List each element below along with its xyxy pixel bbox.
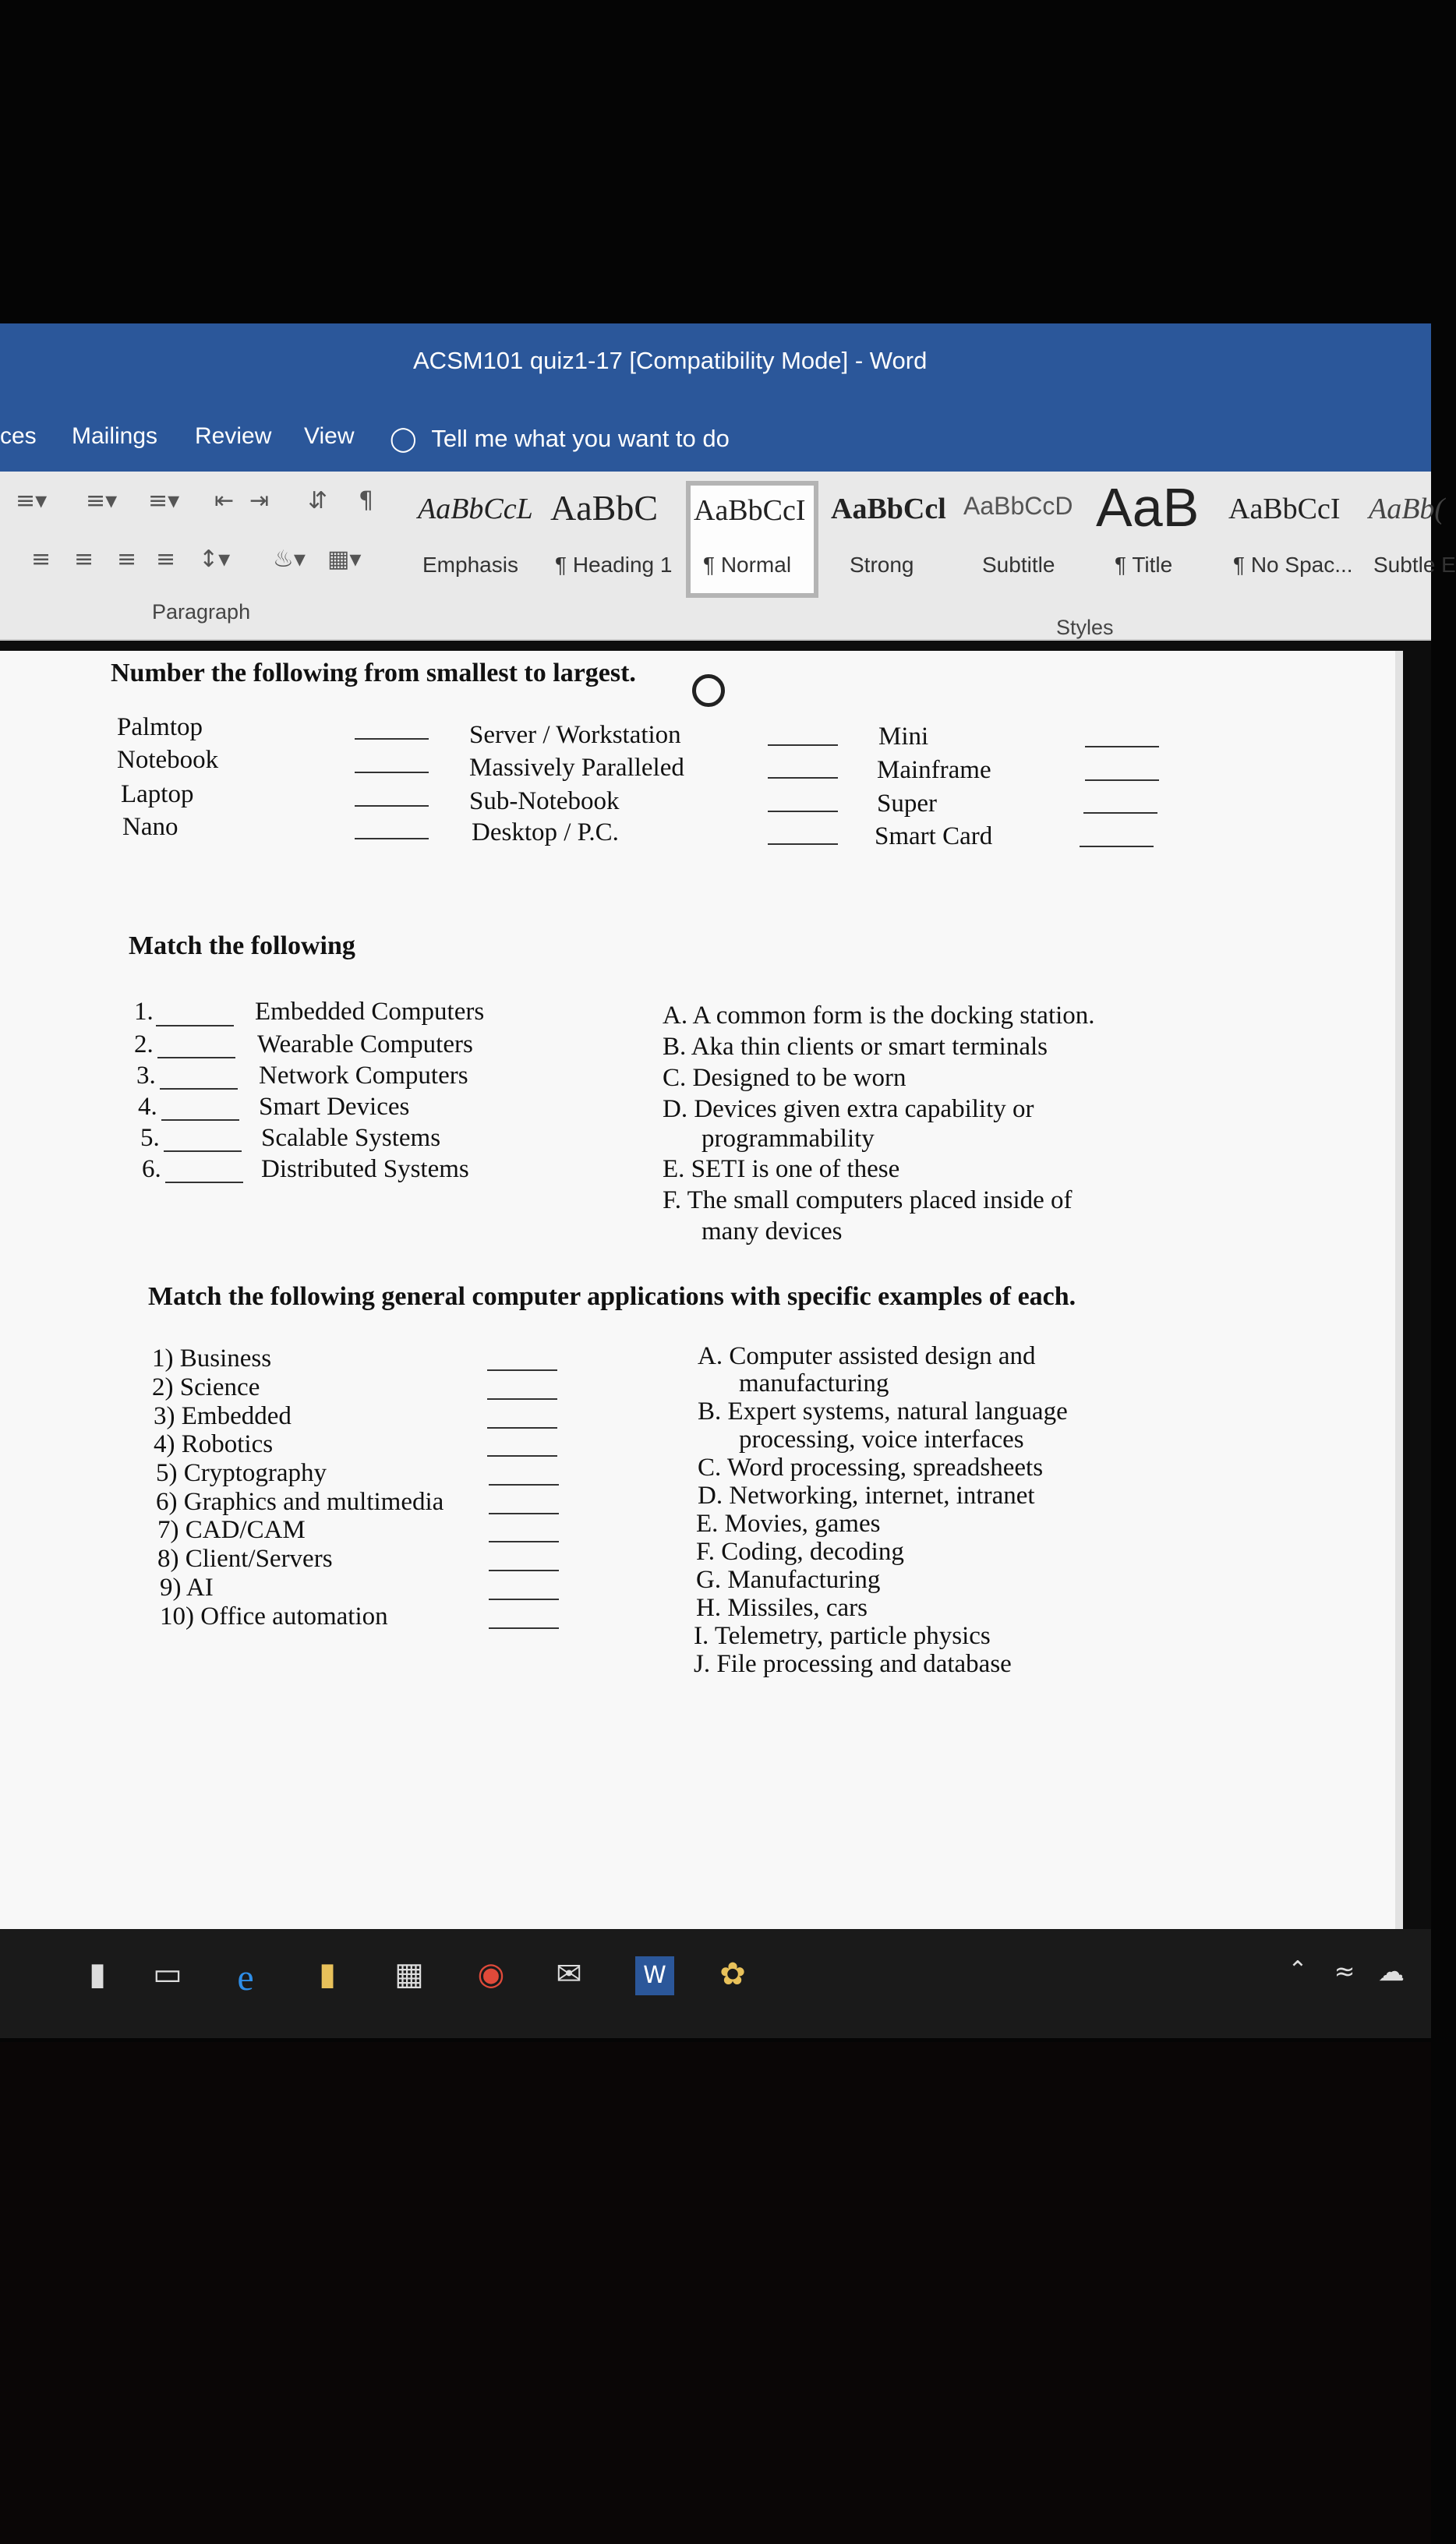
style-name: ¶ Heading 1 [555, 553, 673, 577]
list-item: 4) Robotics [154, 1430, 274, 1458]
answer-blank[interactable] [1085, 779, 1159, 781]
answer-option: I. Telemetry, particle physics [694, 1622, 991, 1650]
list-item: 5) Cryptography [156, 1459, 327, 1487]
answer-blank[interactable] [489, 1484, 559, 1486]
tell-me-text: Tell me what you want to do [431, 425, 730, 452]
style-name: Strong [850, 553, 914, 577]
answer-option: programmability [701, 1125, 875, 1153]
bullets-icon[interactable]: ≡▾ [16, 487, 48, 514]
paragraph-group-label: Paragraph [152, 600, 251, 624]
style-emphasis[interactable] [413, 481, 538, 598]
borders-icon[interactable]: ▦▾ [327, 546, 362, 573]
list-item: Network Computers [259, 1062, 468, 1090]
answer-option: D. Networking, internet, intranet [698, 1482, 1035, 1510]
item-number: 5. [140, 1124, 160, 1152]
answer-option: C. Word processing, spreadsheets [698, 1454, 1044, 1482]
style-name: Subtitle [982, 553, 1055, 577]
document-area [0, 651, 1403, 2030]
style-sample: AaBbCcL [418, 493, 533, 525]
microphone-icon[interactable]: ▮ [88, 1956, 106, 1992]
answer-blank[interactable] [165, 1182, 243, 1183]
answer-blank[interactable] [489, 1627, 559, 1629]
list-item: Embedded Computers [255, 998, 485, 1026]
item-number: 4. [138, 1093, 157, 1121]
list-item: Palmtop [117, 713, 203, 741]
answer-option: A. Computer assisted design and [698, 1342, 1036, 1370]
app-icon[interactable]: ✿ [719, 1956, 746, 1992]
answer-blank[interactable] [355, 772, 429, 773]
mail-icon[interactable]: ✉ [556, 1956, 582, 1992]
answer-blank[interactable] [487, 1455, 557, 1457]
style-sample: AaB [1096, 477, 1200, 538]
answer-blank[interactable] [164, 1150, 242, 1152]
tab-review[interactable]: Review [195, 423, 272, 449]
pilcrow-icon[interactable]: ¶ [359, 487, 374, 514]
style-sample: AaBbCcI [694, 494, 806, 527]
list-item: Sub-Notebook [469, 787, 620, 815]
answer-blank[interactable] [487, 1427, 557, 1429]
answer-blank[interactable] [355, 805, 429, 807]
style-strong[interactable] [826, 481, 951, 598]
answer-blank[interactable] [768, 744, 838, 746]
answer-option: H. Missiles, cars [696, 1594, 868, 1622]
answer-blank[interactable] [1080, 846, 1154, 847]
answer-option: D. Devices given extra capability or [663, 1095, 1034, 1123]
lightbulb-icon: ◯ [390, 425, 417, 453]
list-item: 6) Graphics and multimedia [156, 1488, 444, 1516]
answer-option: E. Movies, games [696, 1510, 881, 1538]
answer-option: A. A common form is the docking station. [663, 1002, 1095, 1030]
style-sample: AaBbC [550, 488, 658, 528]
style-sample: AaBbCcl [831, 493, 946, 525]
file-explorer-icon[interactable]: ▮ [318, 1956, 336, 1992]
list-item: Notebook [117, 746, 219, 774]
increase-indent-icon[interactable]: ⇥ [249, 487, 270, 514]
answer-blank[interactable] [355, 838, 429, 839]
style-normal[interactable] [686, 481, 818, 598]
style-heading-1[interactable] [546, 481, 673, 598]
item-number: 3. [136, 1062, 156, 1090]
section3-heading: Match the following general computer applications with specific examples of each. [148, 1282, 1076, 1311]
answer-blank[interactable] [489, 1599, 559, 1600]
answer-blank[interactable] [487, 1369, 557, 1371]
answer-blank[interactable] [487, 1398, 557, 1400]
list-item: Distributed Systems [261, 1155, 469, 1183]
answer-blank[interactable] [161, 1119, 239, 1121]
tab-view[interactable]: View [304, 423, 355, 449]
answer-blank[interactable] [768, 811, 838, 812]
list-item: Smart Devices [259, 1093, 410, 1121]
keyboard-area [0, 2042, 1431, 2544]
answer-blank[interactable] [489, 1513, 559, 1514]
list-item: 7) CAD/CAM [157, 1516, 306, 1544]
list-item: 3) Embedded [154, 1402, 292, 1430]
style-sample: AaBbCcI [1228, 493, 1341, 525]
list-item: Laptop [121, 780, 194, 808]
answer-option: processing, voice interfaces [739, 1426, 1024, 1454]
list-item: Smart Card [875, 822, 993, 850]
style-sample: AaBbCcD [963, 492, 1073, 520]
list-item: Massively Paralleled [469, 754, 684, 782]
style-name: Subtle E [1373, 553, 1456, 577]
menu-bar [0, 401, 1431, 475]
justify-icon[interactable]: ≡ [156, 546, 176, 573]
answer-blank[interactable] [1083, 812, 1157, 814]
list-item: 2) Science [152, 1373, 260, 1401]
style-name: ¶ Normal [703, 553, 792, 577]
item-number: 2. [134, 1030, 154, 1058]
tab-mailings[interactable]: Mailings [72, 423, 158, 449]
answer-option: B. Expert systems, natural language [698, 1397, 1068, 1426]
answer-blank[interactable] [768, 843, 838, 845]
answer-option: C. Designed to be worn [663, 1064, 906, 1092]
align-right-icon[interactable]: ≡ [117, 546, 137, 573]
list-item: Desktop / P.C. [472, 818, 619, 846]
item-number: 1. [134, 998, 154, 1026]
taskbar [0, 1929, 1431, 2038]
shading-icon[interactable]: ♨▾ [273, 546, 306, 573]
section2-heading: Match the following [129, 931, 355, 960]
answer-blank[interactable] [768, 777, 838, 779]
tab-references[interactable]: ces [0, 423, 37, 449]
style-subtle-emphasis[interactable] [1364, 481, 1456, 598]
list-item: Super [877, 790, 937, 818]
style-name: ¶ Title [1115, 553, 1173, 577]
answer-option: J. File processing and database [694, 1650, 1012, 1678]
chrome-icon[interactable]: ◉ [477, 1956, 505, 1992]
align-left-icon[interactable]: ≡ [31, 546, 51, 573]
tell-me-box[interactable] [390, 425, 730, 453]
answer-blank[interactable] [489, 1570, 559, 1571]
answer-option: F. The small computers placed inside of [663, 1186, 1073, 1214]
answer-blank[interactable] [160, 1088, 238, 1090]
cloud-icon[interactable]: ☁ [1378, 1956, 1405, 1988]
document-page[interactable] [0, 651, 1395, 2030]
answer-option: many devices [701, 1217, 843, 1246]
item-number: 6. [142, 1155, 161, 1183]
answer-option: G. Manufacturing [696, 1566, 881, 1594]
style-name: Emphasis [422, 553, 518, 577]
styles-group-label: Styles [1056, 616, 1114, 639]
edge-icon[interactable]: e [237, 1957, 254, 1998]
answer-blank[interactable] [157, 1057, 235, 1058]
list-item: 10) Office automation [160, 1602, 388, 1631]
answer-blank[interactable] [156, 1025, 234, 1026]
wifi-icon[interactable]: ≈ [1334, 1956, 1355, 1986]
section1-heading: Number the following from smallest to largest. [111, 659, 636, 687]
store-icon[interactable]: ▦ [394, 1956, 424, 1992]
answer-blank[interactable] [355, 738, 429, 740]
style-sample: AaBb( [1369, 493, 1445, 525]
list-item: 9) AI [160, 1574, 214, 1602]
styles-gallery [413, 477, 1456, 598]
style-subtitle[interactable] [959, 481, 1083, 598]
list-item: Server / Workstation [469, 721, 681, 749]
align-center-icon[interactable]: ≡ [74, 546, 94, 573]
list-item: 1) Business [152, 1344, 272, 1373]
answer-blank[interactable] [489, 1541, 559, 1542]
multilevel-list-icon[interactable]: ≡▾ [148, 487, 180, 514]
style-no-spacing[interactable] [1224, 481, 1356, 598]
list-item: Wearable Computers [257, 1030, 473, 1058]
answer-option: manufacturing [739, 1369, 889, 1397]
list-item: Mainframe [877, 756, 991, 784]
word-icon[interactable]: W [635, 1956, 674, 1995]
numbering-icon[interactable]: ≡▾ [86, 487, 118, 514]
style-title[interactable] [1091, 477, 1216, 598]
answer-option: F. Coding, decoding [696, 1538, 904, 1566]
list-item: Mini [878, 723, 929, 751]
chevron-up-icon[interactable]: ⌃ [1288, 1956, 1308, 1984]
answer-option: E. SETI is one of these [663, 1155, 900, 1183]
answer-option: B. Aka thin clients or smart terminals [663, 1033, 1048, 1061]
list-item: Nano [122, 813, 178, 841]
window-title: ACSM101 quiz1-17 [Compatibility Mode] - Word [413, 347, 928, 374]
mouse-cursor-icon [692, 674, 725, 707]
decrease-indent-icon[interactable]: ⇤ [214, 487, 235, 514]
answer-blank[interactable] [1085, 746, 1159, 747]
list-item: Scalable Systems [261, 1124, 441, 1152]
list-item: 8) Client/Servers [157, 1545, 333, 1573]
style-name: ¶ No Spac... [1233, 553, 1353, 577]
monitor-screen [0, 323, 1456, 2038]
line-spacing-icon[interactable]: ↕▾ [199, 546, 231, 573]
task-view-icon[interactable]: ▭ [153, 1956, 182, 1992]
sort-icon[interactable]: ⇵ [308, 487, 328, 514]
